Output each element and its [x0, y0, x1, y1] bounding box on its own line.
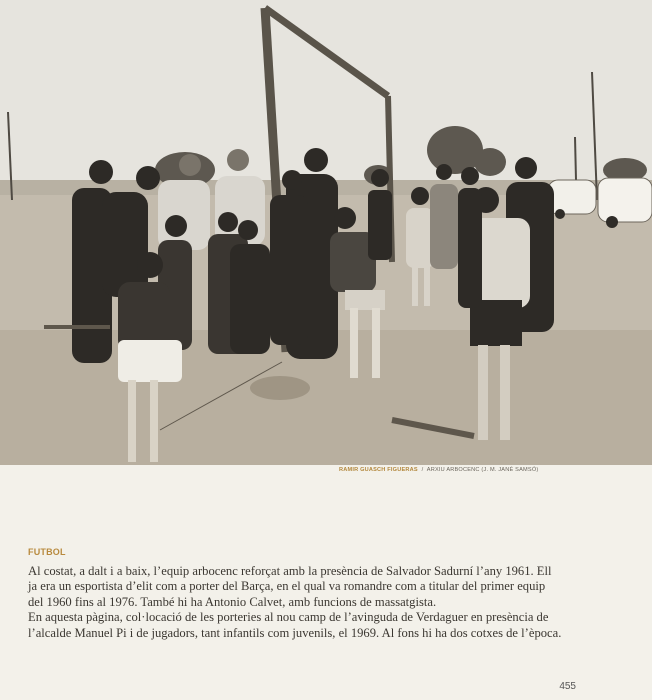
caption: [28, 564, 563, 641]
photo-author: RAMIR GUASCH FIGUERAS: [339, 467, 418, 473]
caption-paragraph-1: Al costat, a dalt i a baix, l’equip arbocenc reforçat amb la presència de Salvador Sadurní l’any 1961. Ell ja era un esportista d’elit com a porter del Barça, en el qual va romandre com a titular del primer equip del 1960 fins al 1976. També hi ha Antonio Calvet, amb funcions de massatgista.: [28, 564, 552, 609]
page-number: 455: [559, 681, 576, 692]
photo-source: ARXIU ARBOCENC (J. M. JANÉ SAMSÓ): [426, 467, 539, 473]
caption-paragraph-2: En aquesta pàgina, col·locació de les porteries al nou camp de l’avinguda de Verdaguer en presència de l’alcalde Manuel Pi i de jugadors, tant infantils com juvenils, el 1969. Al fons hi ha dos cotxes de l’època.: [28, 610, 562, 640]
credit-separator: /: [421, 467, 424, 473]
photo-credit: [339, 467, 538, 473]
section-title: FUTBOL: [28, 547, 66, 557]
